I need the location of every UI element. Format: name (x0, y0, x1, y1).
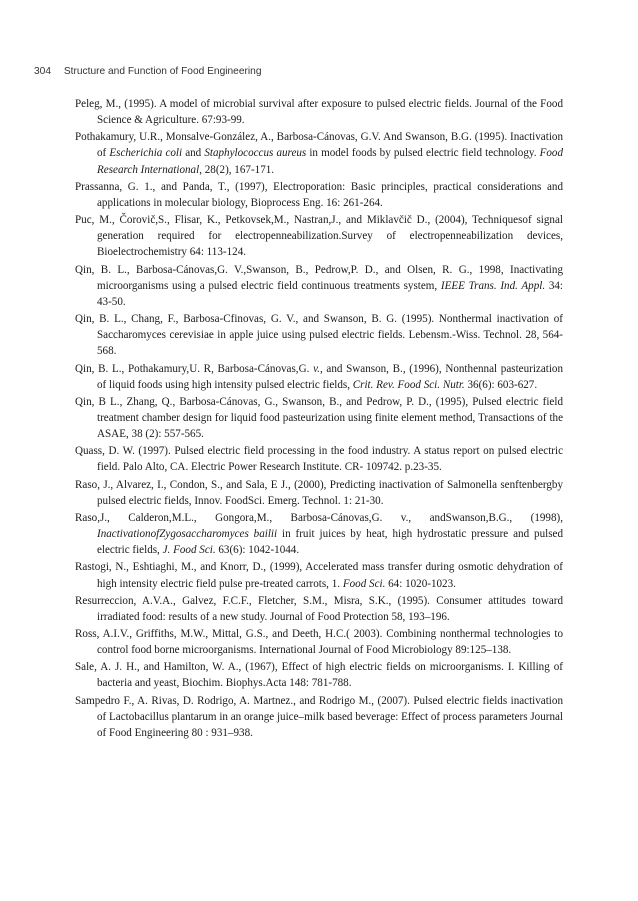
reference-text: , and Swanson, B., (1996), Nonthennal pasteurization of liquid foods using high intensity pulsed electric fields, (97, 362, 564, 391)
reference-entry (75, 659, 563, 691)
reference-entry (75, 394, 563, 442)
reference-entry (75, 593, 563, 625)
reference-text: Pothakamury, U.R., Monsalve-González, A., Barbosa-Cánovas, G.V. And Swanson, B.G. (1995). Inactivation of (75, 131, 563, 160)
running-title: Structure and Function of Food Engineering (63, 66, 262, 77)
reference-text: Sale, A. J. H., and Hamilton, W. A., (1967), Effect of high electric fields on microorganisms. I. Killing of bacteria and yeast, Biochim. Biophys.Acta 148: 781-788. (75, 661, 563, 690)
reference-italic-text: Food Research International (97, 147, 563, 176)
reference-text: and (182, 147, 205, 160)
reference-text: Prassanna, G. 1., and Panda, T., (1997), Electroporation: Basic principles, practical considerations and applications in molecular biology, Bioprocess Eng. 16: 261-264. (75, 180, 563, 209)
reference-entry (75, 693, 563, 741)
reference-entry (75, 262, 563, 310)
reference-text: in fruit juices by heat, high hydrostatic pressure and pulsed electric fields, (97, 528, 563, 557)
reference-text: in model foods by pulsed electric field technology. (306, 147, 540, 160)
reference-italic-text: Food Sci. (342, 577, 386, 590)
reference-text: Peleg, M., (1995). A model of microbial survival after exposure to pulsed electric fields. Journal of the Food Science & Agriculture. 67:93-99. (75, 98, 563, 127)
reference-text: , 28(2), 167-171. (199, 163, 275, 176)
reference-text: Raso, J., Alvarez, I., Condon, S., and Sala, E J., (2000), Predicting inactivation of Salmonella senftenbergby pulsed electric fields, Innov. FoodSci. Emerg. Technol. 1: 21-30. (75, 478, 563, 507)
reference-italic-text: Staphylococcus aureus (204, 147, 307, 160)
reference-italic-text: Escherichia coli (109, 147, 183, 160)
reference-italic-text: IEEE Trans. Ind. Appl. (440, 279, 546, 292)
reference-text: Resurreccion, A.V.A., Galvez, F.C.F., Fletcher, S.M., Misra, S.K., (1995). Consumer attitudes toward irradiated food: results of a new study. Journal of Food Protection 58, 193–196. (75, 594, 563, 623)
reference-text: Puc, M., Čorovič,S., Flisar, K., Petkovsek,M., Nastran,J., and Miklavčič D., (2004), Techniquesof signal generation required for electropenneabilization.Survey of electropenneabilization devices, Bioelectrochemistry 64: 113-124. (75, 214, 563, 259)
reference-italic-text: J. Food Sci. (162, 544, 216, 557)
reference-entry (75, 626, 563, 658)
reference-text: Ross, A.I.V., Griffiths, M.W., Mittal, G.S., and Deeth, H.C.( 2003). Combining nonthermal technologies to control food borne microorganisms. International Journal of Food Microbiology 89:125–138. (75, 628, 563, 657)
reference-text: 64: 1020-1023. (385, 577, 456, 590)
reference-text: Rastogi, N., Eshtiaghi, M., and Knorr, D., (1999), Accelerated mass transfer during osmotic dehydration of high intensity electric field pulse pre-treated carrots, 1. (75, 561, 563, 590)
reference-text: Sampedro F., A. Rivas, D. Rodrigo, A. Martnez., and Rodrigo M., (2007). Pulsed electric fields inactivation of Lactobacillus plantarum in an orange juice–milk based beverage: Effect of process parameters Journal of Food Engineering 80 : 931–938. (75, 694, 563, 739)
reference-text: Qin, B. L., Pothakamury,U. R, Barbosa-Cánovas,G. (75, 362, 314, 375)
running-header (34, 66, 262, 77)
reference-text: Quass, D. W. (1997). Pulsed electric field processing in the food industry. A status report on pulsed electric field. Palo Alto, CA. Electric Power Research Institute. CR- 109742. p.23-35. (75, 445, 563, 474)
page-number: 304 (34, 66, 51, 77)
reference-text: Qin, B. L., Barbosa-Cánovas,G. V.,Swanson, B., Pedrow,P. D., and Olsen, R. G., 1998, Inactivating microorganisms using a pulsed electric field continuous treatments system, (75, 263, 563, 292)
reference-entry (75, 361, 563, 393)
reference-entry (75, 559, 563, 591)
reference-text: Qin, B L., Zhang, Q., Barbosa-Cánovas, G., Swanson, B., and Pedrow, P. D., (1995), Pulsed electric field treatment chamber design for liquid food pasteurization using finite element method, Transactions of the ASAE, 38 (2): 557-565. (75, 395, 563, 441)
reference-text: 36(6): 603-627. (464, 378, 538, 391)
reference-italic-text: v. (313, 362, 320, 375)
reference-entry (75, 212, 563, 260)
reference-text: 63(6): 1042-1044. (215, 544, 300, 557)
reference-entry (75, 179, 563, 211)
reference-entry (75, 129, 563, 177)
reference-entry (75, 477, 563, 509)
reference-entry (75, 510, 563, 558)
reference-text: Raso,J., Calderon,M.L., Gongora,M., Barbosa-Cánovas,G. v., andSwanson,B.G., (1998), (75, 511, 563, 524)
reference-entry (75, 96, 563, 128)
reference-entry (75, 311, 563, 359)
reference-list (75, 96, 563, 742)
reference-italic-text: InactivationofZygosaccharomyces bailii (97, 528, 278, 541)
reference-text: Qin, B. L., Chang, F., Barbosa-Cfinovas, G. V., and Swanson, B. G. (1995). Nonthermal inactivation of Saccharomyces cerevisiae in apple juice using pulsed electric fields. Lebensm.-Wiss. Technol. 28, 564-568. (75, 313, 563, 358)
reference-entry (75, 443, 563, 475)
reference-italic-text: Crit. Rev. Food Sci. Nutr. (352, 378, 465, 391)
reference-text: 34: 43-50. (97, 279, 563, 308)
